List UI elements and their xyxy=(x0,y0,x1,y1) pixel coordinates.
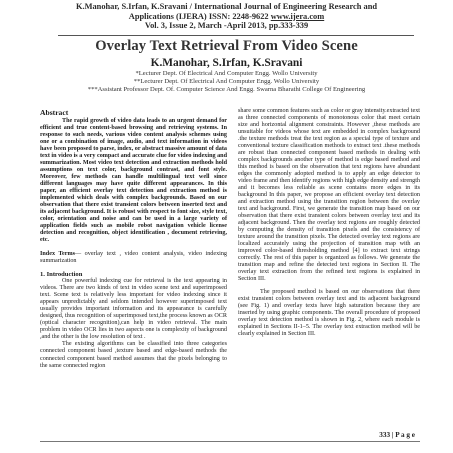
affiliation-3: ***Assistant Professor Dept. Of. Computer Science And Engg. Swarna Bharathi College Of Engineering xyxy=(87,85,366,93)
affiliation-2: **Lecturer Dept. Of Electrical And Computer Engg. Wollo University xyxy=(133,77,320,85)
introduction-heading: 1. Introduction xyxy=(40,271,83,279)
journal-url-link[interactable]: www.ijera.com xyxy=(270,11,325,21)
abstract-heading: Abstract xyxy=(40,108,69,117)
index-terms-text: — overlay text , video content analysis, video indexing summarization xyxy=(40,251,227,265)
journal-issn: Applications (IJERA) ISSN: 2248-9622 xyxy=(128,11,269,21)
journal-line-1: K.Manohar, S.Irfan, K.Sravani / International Journal of Engineering Research and xyxy=(75,2,378,11)
right-column xyxy=(238,108,420,339)
header-rule xyxy=(58,35,414,36)
right-paragraph-2: The proposed method is based on our observations that there exist transient colors between overlay text and its adjacent background (see Fig. 1) and overlay texts have high saturation because they are inserted by using graphic components. The overall procedure of proposed overlay text detection method is shown in Fig. 2, where each module is explained in Sections II-1–5. The overlay text extraction method will be clearly explained in Section III. xyxy=(238,289,420,338)
introduction-paragraph-1: One powerful indexing cue for retrieval is the text appearing in videos. There are two kinds of text in video scene text and superimposed text. Scene text is relatively less important for video indexing since it appears unpredictably and seldom intended however superimposed text usually provides important information and its appearance is carefully designed, thus recognition of superimposed text,the process known as OCR (optical character recognition),can help in video retrieval. The main problem in video OCR lies in two aspects one is complexity of background ,and the other is the low resolution of text . xyxy=(40,278,227,341)
footer-rule xyxy=(40,441,420,442)
left-column xyxy=(40,108,227,370)
affiliation-1: *Lecturer Dept. Of Electrical And Computer Engg. Wollo University xyxy=(135,70,318,77)
journal-header xyxy=(0,2,453,31)
paper-title: Overlay Text Retrieval From Video Scene xyxy=(95,38,358,54)
paper-authors: K.Manohar, S.Irfan, K.Sravani xyxy=(150,57,303,69)
journal-line-3: Vol. 3, Issue 2, March -April 2013, pp.333-339 xyxy=(144,21,309,31)
index-terms xyxy=(40,251,227,265)
abstract-text: The rapid growth of video data leads to an urgent demand for efficient and true content-based browsing and retrieving systems. In response to such needs, various video content analysis schemes using one or a combination of image, audio, and text information in videos have been proposed to parse, index, or abstract massive amount of data text in video is a very compact and accurate clue for video indexing and summarization. Most video text detection and extraction methods hold assumptions on text color, background contrast, and font style. Moreover, few methods can handle multilingual text well since different languages may have quite different appearances. In this paper, an efficient overlay text detection and extraction method is implemented which deals with complex backgrounds. Based on our observation that there exist transient colors between inserted text and its adjacent background. It is robust with respect to font size, style text, color, orientation and noise and can be used in a large variety of application fields such as mobile robot navigation vehicle license detection and recognition, object identification , document retrieving, etc. xyxy=(40,118,227,244)
introduction-paragraph-2: The existing algorithms can be classified into three categories connected component based ,texture based and edge-based methods the connected component based method assumes that the pixels belonging to the same connected region xyxy=(40,341,227,369)
journal-line-2 xyxy=(0,12,453,22)
affiliations xyxy=(0,70,453,94)
right-paragraph-1: share some common features such as color or gray intensity.extracted text as three connected components of monotonous color that meet certain size and horizontal alignment constraints. However ,these methods are unsuitable for videos whose text are embedded in complex background .the texture methods treat the text region as a special type of texture and conventional texture classification methods to extract text .these methods are robust than connected component based methods in dealing with complex backgrounds another type of method is edge based method and this method is based on the observation that text regions have abundant edges the commonly adopted method is to apply an edge detector to video frame and then identify regions with high edge density and strength and it becomes less reliable as scene contains more edges in its background In this paper, we propose an efficient overlay text detection and extraction method using the transition region between the overlay text and background. First, we generate the transition map based on our observation that there exist transient colors between overlay text and its adjacent background. Then the overlay text regions are roughly detected by computing the density of transition pixels and the consistency of texture around the transition pixels. The detected overlay text regions are localized accurately using the projection of transition map with an improved color-based thresholding method [4] to extract text strings correctly. The rest of this paper is organized as follows. We generate the transition map and refine the detected text regions in Section II. The overlay text extraction from the refined text regions is explained in Section III. xyxy=(238,108,420,283)
index-terms-label: Index Terms xyxy=(40,251,75,258)
page-number: 333 | P a g e xyxy=(379,431,415,439)
